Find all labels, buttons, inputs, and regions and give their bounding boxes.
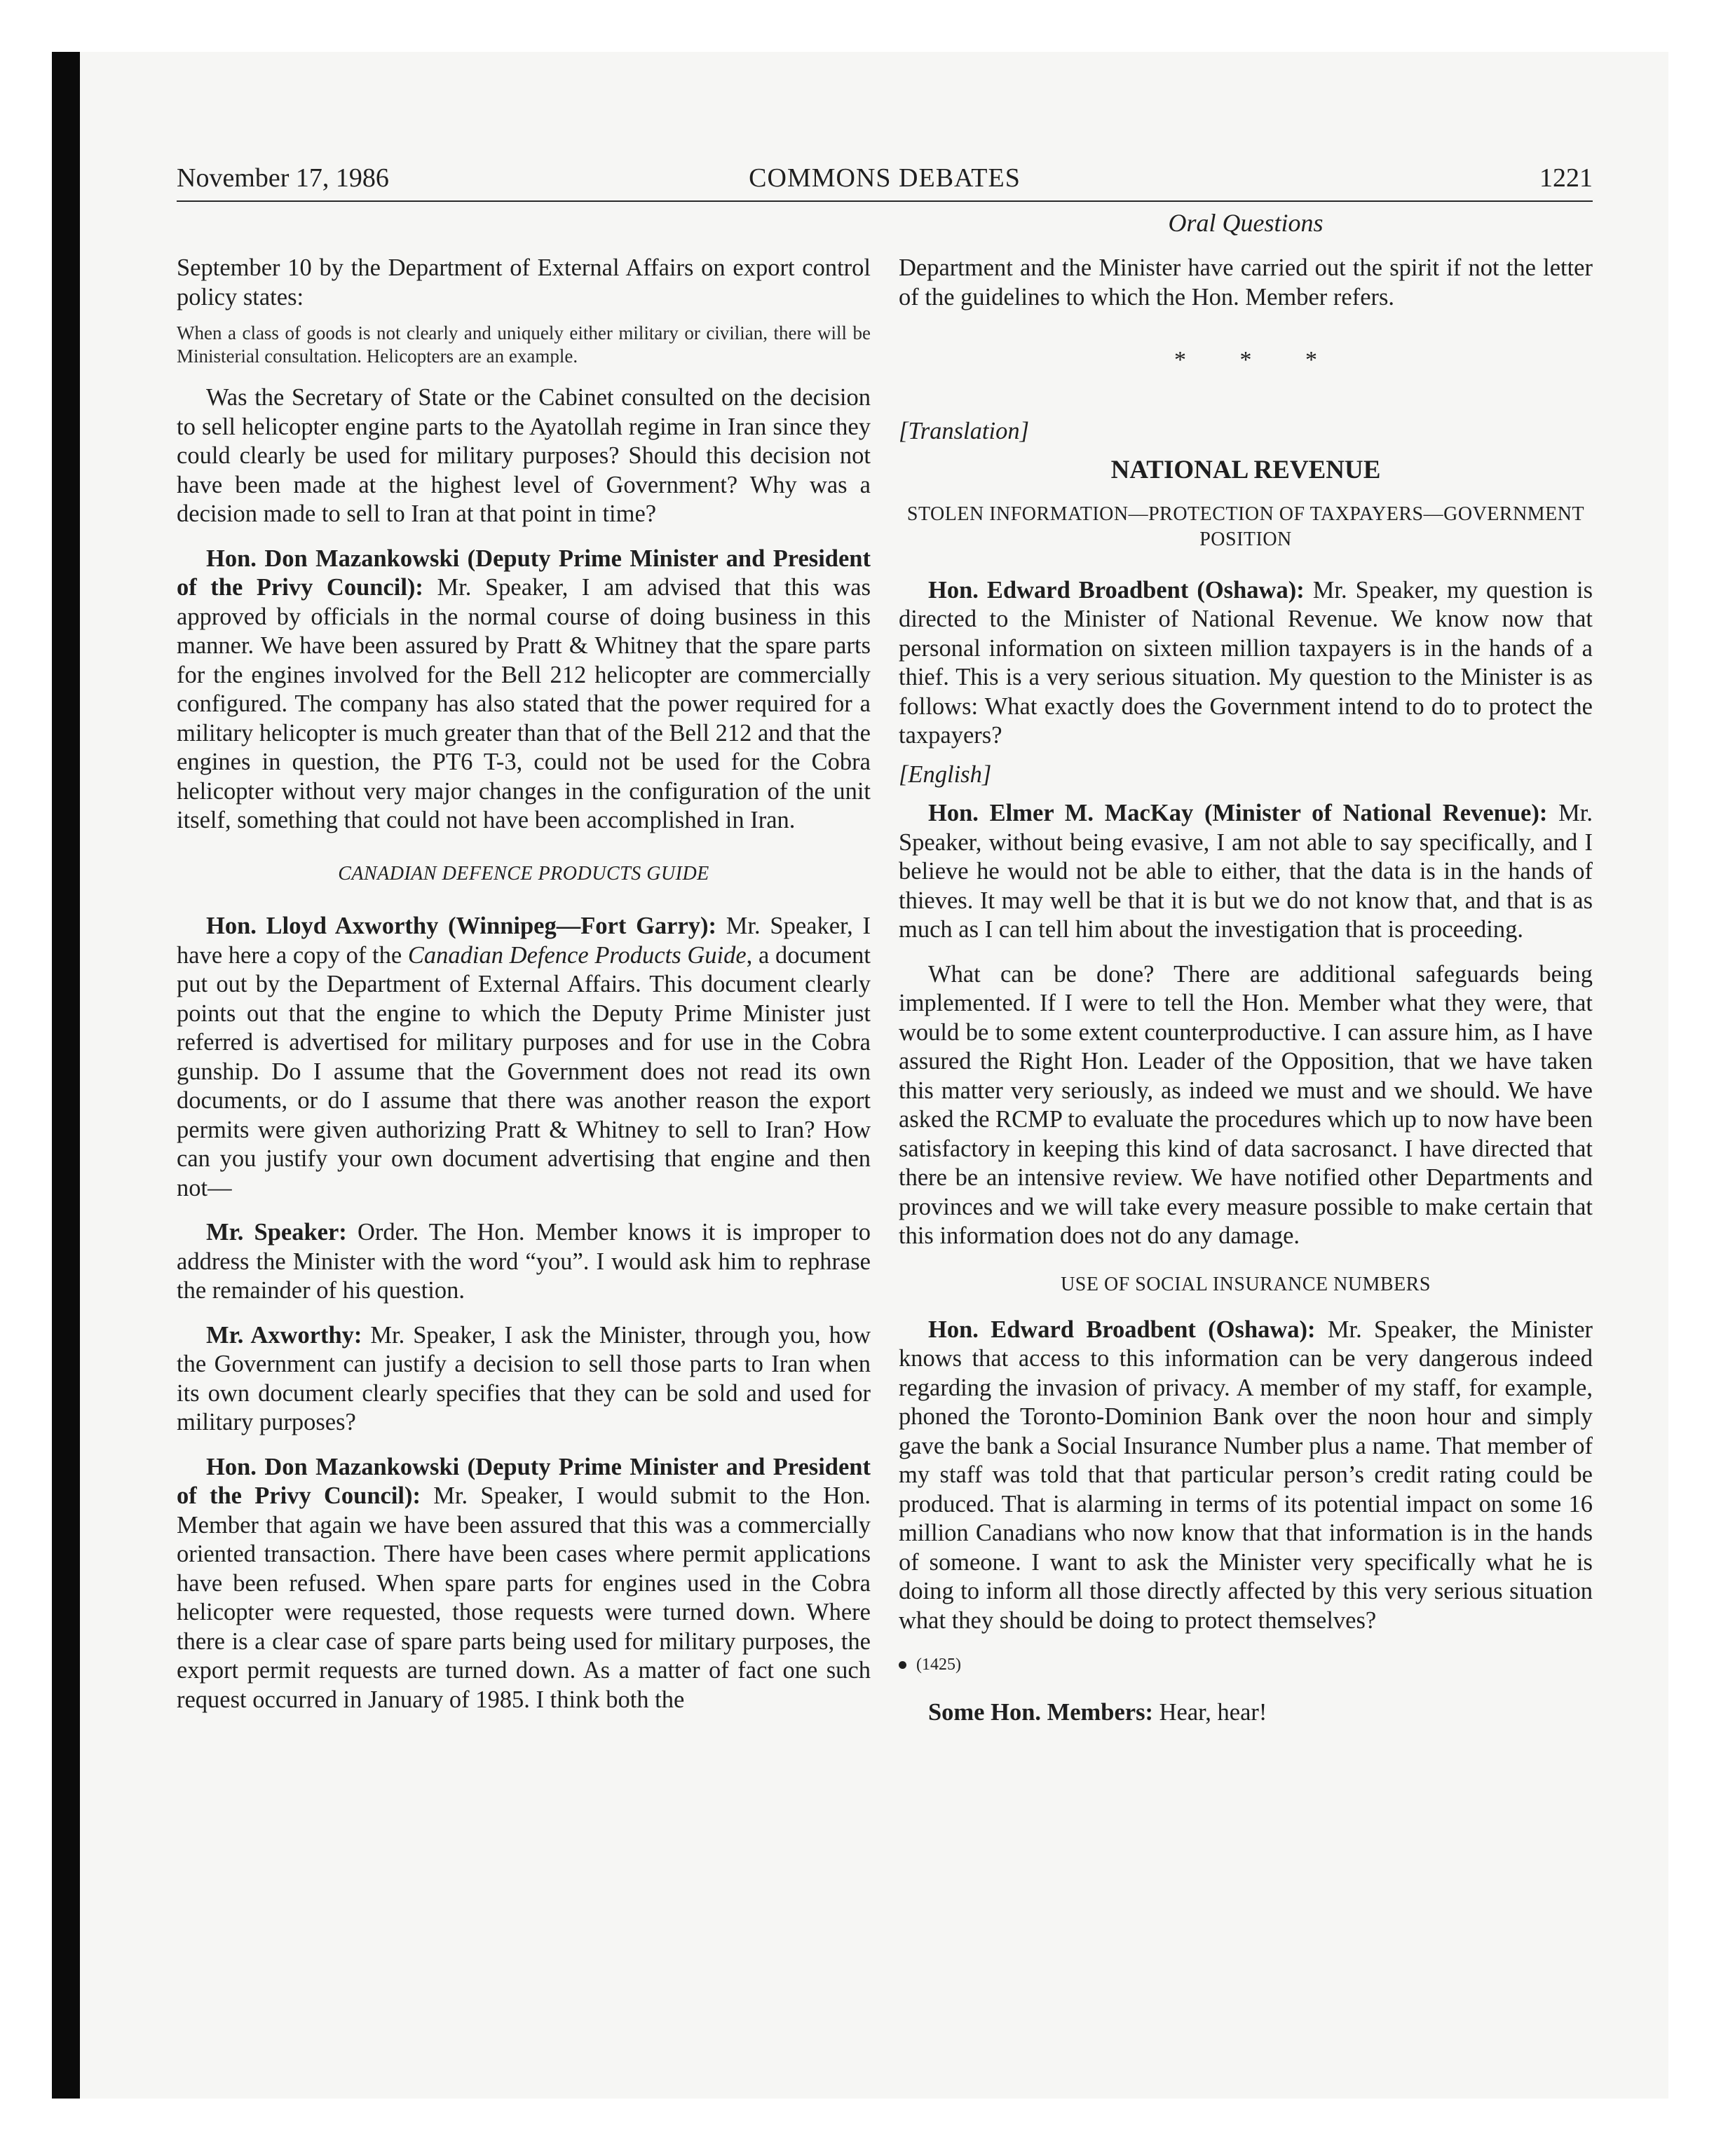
left-top-spacer [177,210,871,254]
section-subheading: STOLEN INFORMATION—PROTECTION OF TAXPAYERS—GOVERNMENT POSITION [906,503,1585,550]
speech-text: Mr. Speaker, I would submit to the Hon. Member that again we have been assured that this was a commercially oriented transaction. There have been cases where permit applications have been refused. When spare parts for engines used in the Cobra helicopter were requested, those requests were turned down. Where there is a clear case of spare parts being used for military purposes, the export permit requests are turned down. As a matter of fact one such request occurred in January of 1985. I think both the [177,1482,871,1713]
section-subheading: USE OF SOCIAL INSURANCE NUMBERS [1061,1273,1431,1295]
speech-text: Hear, hear! [1159,1698,1267,1726]
timestamp [899,1651,1593,1680]
paragraph: Department and the Minister have carried out the spirit if not the letter of the guidelines to which the Hon. Member refers. [899,254,1593,311]
speech-text: Order. The Hon. Member knows it is improper to address the Minister with the word “you”. I would ask him to rephrase the remainder of his question. [177,1219,871,1304]
speech [899,576,1593,751]
translation-tag: [Translation] [899,417,1029,444]
speech [177,1218,871,1306]
speech [899,1316,1593,1636]
speaker-name: Mr. Speaker: [206,1219,347,1246]
bullet-icon [899,1661,906,1669]
speech [899,799,1593,945]
speaker-name: Hon. Edward Broadbent (Oshawa): [928,576,1305,603]
timestamp-text: (1425) [916,1656,961,1674]
section-heading: NATIONAL REVENUE [1110,456,1381,484]
paragraph: September 10 by the Department of External Affairs on export control policy states: [177,254,871,311]
speech-text: , a document put out by the Department of External Affairs. This document clearly points out that the engine to which the Deputy Prime Minister just referred is advertised for military purposes and for use in the Cobra gunship. Do I assume that the Government does not read its own documents, or do I assume that there was another reason the export permits were given authorizing Pratt & Whitney to sell to Iran? How can you justify your own document advertising that engine and then not— [177,941,871,1201]
speaker-name: Some Hon. Members: [928,1698,1153,1726]
right-column [899,210,1593,1727]
speech [177,912,871,1203]
speech-text: Mr. Speaker, I have here a copy of the [177,913,871,969]
header-date: November 17, 1986 [177,163,389,193]
header-title: COMMONS DEBATES [749,163,1021,193]
page-header [177,163,1593,200]
speaker-name: Hon. Don Mazankowski (Deputy Prime Minister and President of the Privy Council): [177,545,871,601]
section-separator: * * * [1174,347,1341,373]
section-subheading: CANADIAN DEFENCE PRODUCTS GUIDE [338,862,709,885]
speech [177,1453,871,1715]
block-quote: When a class of goods is not clearly and uniquely either military or civilian, there will be Ministerial consultation. Helicopters are an example. [177,322,871,367]
paragraph: Was the Secretary of State or the Cabinet consulted on the decision to sell helicopter engine parts to the Ayatollah regime in Iran since they could clearly be used for military purposes? Should this decision not have been made at the highest level of Government? Why was a decision made to sell to Iran at that point in time? [177,384,871,527]
speech [177,545,871,835]
language-tag: [English] [899,760,992,788]
running-head: Oral Questions [1168,209,1324,237]
speech-text: Mr. Speaker, the Minister knows that access to this information can be very dangerous indeed regarding the invasion of privacy. A member of my staff, for example, phoned the Toronto-Dominion Bank over the noon hour and simply gave the bank a Social Insurance Number plus a name. That member of my staff was told that that particular person’s credit rating could be produced. That is alarming in terms of its potential impact on some 16 million Canadians who now know that that information is in the hands of someone. I want to ask the Minister very specifically what he is doing to inform all those directly affected by this very serious situation what they should be doing to protect themselves? [899,1316,1593,1634]
speech [899,1698,1593,1728]
paragraph: What can be done? There are additional safeguards being implemented. If I were to tell the Hon. Member what they were, that would be to some extent counterproductive. I can assure him, as I have assured the Right Hon. Leader of the Opposition, that we have taken this matter very seriously, as indeed we must and we should. We have asked the RCMP to evaluate the procedures which up to now have been satisfactory in keeping this kind of data sacrosanct. I have directed that there be an intensive review. We have notified other Departments and provinces and we will take every measure possible to make certain that this information does not do any damage. [899,960,1593,1249]
speaker-name: Hon. Lloyd Axworthy (Winnipeg—Fort Garry): [206,913,717,939]
page-number: 1221 [1539,163,1593,193]
speech [177,1321,871,1438]
speech-text: Mr. Speaker, without being evasive, I am not able to say specifically, and I believe he would not be able to either, that the data is in the hands of thieves. It may well be that it is but we do not know that, and that is as much as I can tell him about the investigation that is proceeding. [899,800,1593,943]
left-column [177,210,871,1714]
speaker-name: Hon. Edward Broadbent (Oshawa): [928,1316,1316,1343]
document-title: Canadian Defence Products Guide [407,941,747,969]
speech-text: Mr. Speaker, I am advised that this was approved by officials in the normal course of doing business in this manner. We have been assured by Pratt & Whitney that the spare parts for the engines involved for the Bell 212 helicopter are commercially configured. The company has also stated that the power required for a military helicopter is much greater than that of the Bell 212 and that the engines in question, the PT6 T-3, could not be used for the Cobra helicopter without very major changes in the configuration of the unit itself, something that could not have been accomplished in Iran. [177,574,871,833]
speech-text: Mr. Speaker, my question is directed to the Minister of National Revenue. We know now that personal information on sixteen million taxpayers is in the hands of a thief. This is a very serious situation. My question to the Minister is as follows: What exactly does the Government intend to do to protect the taxpayers? [899,576,1593,749]
speaker-name: Mr. Axworthy: [206,1321,362,1349]
header-rule [177,200,1593,202]
speaker-name: Hon. Don Mazankowski (Deputy Prime Minister and President of the Privy Council): [177,1453,871,1509]
speaker-name: Hon. Elmer M. MacKay (Minister of National Revenue): [928,800,1548,826]
binding-edge [52,52,80,2099]
speech-text: Mr. Speaker, I ask the Minister, through you, how the Government can justify a decision to sell those parts to Iran when its own document clearly specifies that they can be sold and used for military purposes? [177,1321,871,1435]
